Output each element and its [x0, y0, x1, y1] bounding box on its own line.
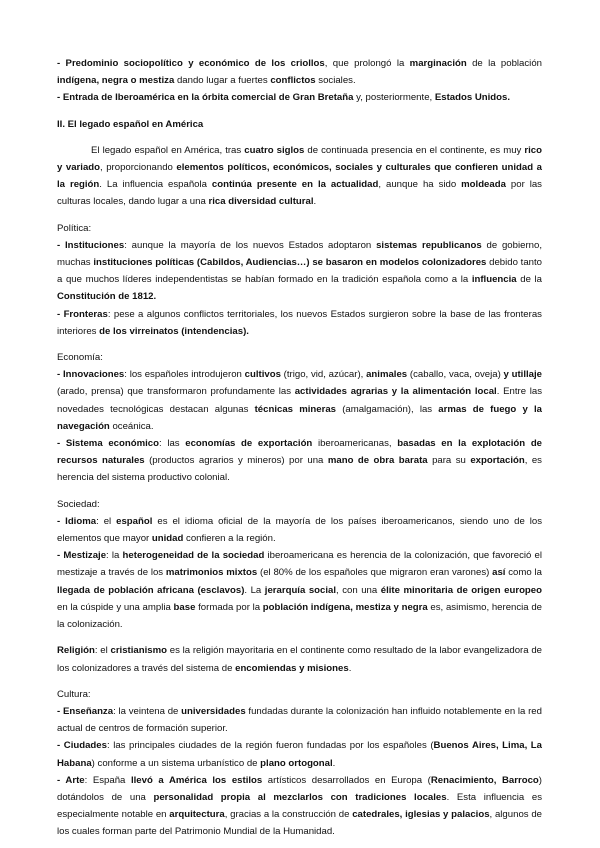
paragraph-iberoamerica	[57, 89, 542, 106]
text-run: : España	[84, 774, 131, 786]
bold-text-run: - Mestizaje	[57, 550, 107, 562]
text-run: y, posteriormente,	[353, 92, 435, 104]
bold-text-run: - Fronteras	[57, 308, 108, 320]
text-run: de la	[516, 274, 542, 286]
bold-text-run: - Enseñanza	[57, 705, 114, 717]
text-run: oceánica.	[109, 420, 154, 432]
bold-text-run: instituciones políticas (Cabildos, Audiencias…) se basaron en modelos colonizadores	[93, 257, 487, 269]
text-run: en la cúspide y una amplia	[57, 601, 174, 613]
bold-text-run: base	[173, 601, 196, 613]
bold-text-run: - Predominio sociopolítico y económico de los criollos	[57, 58, 325, 69]
bold-text-run: Renacimiento, Barroco	[430, 774, 539, 786]
bold-text-run: economías de exportación	[185, 438, 313, 450]
bold-text-run: - Idioma	[57, 515, 97, 527]
text-run: de continuada presencia en el continente, es muy	[304, 144, 525, 156]
text-run: dando lugar a fuertes	[174, 75, 271, 87]
bold-text-run: así	[492, 567, 506, 579]
bold-text-run: cultivos	[244, 369, 281, 381]
bold-text-run: arquitectura	[169, 809, 225, 821]
paragraph-idioma	[57, 513, 542, 547]
text-run: . La	[244, 584, 265, 596]
text-run: : los españoles introdujeron	[124, 369, 245, 381]
text-run: , aunque ha sido	[378, 179, 462, 191]
bold-text-run: universidades	[181, 705, 246, 717]
text-run: : pese a algunos conflictos territoriales, los nuevos Estados surgieron sobre la base de las fronteras interiores	[57, 308, 542, 337]
bold-text-run: rica diversidad cultural	[208, 196, 314, 208]
text-run: .	[332, 757, 336, 769]
bold-text-run: español	[116, 515, 153, 527]
text-run: fundadas durante la colonización han influido notablemente en la red actual de centros de formación superior.	[57, 705, 542, 735]
text-run: para su	[427, 455, 471, 467]
bold-text-run: técnicas mineras	[254, 403, 336, 415]
paragraph-ciudades	[57, 737, 542, 771]
paragraph-intro	[57, 142, 542, 211]
bold-text-run: elementos políticos, económicos, sociales y culturales que confieren unidad a la región	[57, 162, 542, 191]
text-run: (productos agrarios y mineros) por una	[144, 455, 328, 467]
text-run: ) dotándolos de una	[57, 774, 542, 803]
text-run: : las	[158, 438, 186, 450]
bold-text-run: - Innovaciones	[57, 369, 125, 381]
heading-cultura: Cultura:	[57, 688, 91, 700]
text-run: sociales.	[315, 75, 356, 87]
section-title: II. El legado español en América	[57, 118, 204, 130]
text-run: : aunque la mayoría de los nuevos Estados adoptaron	[124, 239, 377, 251]
bold-text-run: exportación	[470, 455, 525, 467]
text-run: : el	[94, 645, 111, 657]
bold-text-run: plano ortogonal	[260, 757, 333, 769]
text-run: , con una	[336, 584, 381, 596]
text-run: de gobierno, muchas	[57, 239, 542, 269]
text-run: (arado, prensa) que transformaron profundamente las	[57, 386, 295, 398]
bold-text-run: - Entrada de Iberoamérica en la órbita comercial de Gran Bretaña	[57, 92, 354, 104]
bold-text-run: basadas en la explotación de recursos naturales	[57, 438, 543, 467]
bold-text-run: cristianismo	[110, 645, 168, 657]
bold-text-run: armas de fuego y la navegación	[57, 403, 542, 432]
bold-text-run: encomiendas y misiones	[235, 662, 349, 674]
bold-text-run: mano de obra barata	[327, 455, 428, 467]
bold-text-run: Estados Unidos.	[434, 92, 511, 104]
bold-text-run: catedrales, iglesias y palacios	[352, 809, 490, 821]
paragraph-arte	[57, 772, 542, 841]
text-run: , que prolongó la	[324, 58, 410, 69]
bold-text-run: llevó a América los estilos	[130, 774, 263, 786]
text-run: (trigo, vid, azúcar),	[280, 369, 367, 381]
text-run: : la veintena de	[113, 705, 182, 717]
bold-text-run: población indígena, mestiza y negra	[262, 601, 428, 613]
text-run: artísticos desarrollados en Europa (	[262, 774, 431, 786]
bold-text-run: conflictos	[270, 75, 316, 87]
bold-text-run: de los virreinatos (intendencias).	[99, 325, 249, 337]
paragraph-fronteras	[57, 306, 542, 340]
bold-text-run: élite minoritaria de origen europeo	[380, 584, 542, 596]
bold-text-run: Buenos Aires, Lima, La Habana	[57, 740, 542, 769]
paragraph-innovaciones	[57, 366, 542, 435]
text-run: . Esta influencia es especialmente notable en	[57, 791, 542, 821]
text-run: es, asimismo, herencia de la colonización.	[57, 601, 543, 631]
bold-text-run: marginación	[409, 58, 467, 69]
text-run: : el	[96, 515, 117, 527]
bold-text-run: llegada de población africana (esclavos)	[57, 584, 245, 596]
document-page	[57, 55, 542, 841]
heading-politica: Política:	[57, 222, 92, 234]
bold-text-run: personalidad propia al mezclarlos con tradiciones locales	[153, 791, 447, 803]
text-run: , es herencia del sistema productivo colonial.	[57, 455, 542, 484]
text-run: (caballo, vaca, oveja)	[407, 369, 504, 381]
bold-text-run: - Sistema económico	[57, 438, 159, 450]
heading-sociedad: Sociedad:	[57, 498, 100, 510]
text-run: , proporcionando	[100, 162, 177, 174]
bold-text-run: indígena, negra o mestiza	[57, 75, 175, 87]
paragraph-ensenanza	[57, 703, 542, 737]
text-run: : las principales ciudades de la región fueron fundadas por los españoles (	[106, 740, 434, 752]
text-run: como la	[505, 567, 542, 579]
text-run: es el idioma oficial de la mayoría de los países iberoamericanos, siendo uno de los elementos que mayor	[57, 515, 542, 545]
bold-text-run: - Ciudades	[57, 740, 107, 752]
paragraph-religion	[57, 642, 542, 676]
text-run: confieren a la región.	[183, 533, 276, 545]
paragraph-instituciones	[57, 237, 542, 306]
bold-text-run: heterogeneidad de la sociedad	[122, 550, 265, 562]
text-run: . La influencia española	[99, 179, 212, 191]
bold-text-run: - Instituciones	[57, 239, 125, 251]
paragraph-mestizaje	[57, 547, 542, 633]
bold-text-run: jerarquía social	[264, 584, 337, 596]
text-run: .	[313, 196, 317, 208]
text-run: por las culturas locales, dando lugar a una	[57, 179, 542, 208]
text-run: .	[348, 662, 352, 674]
text-run: : la	[106, 550, 123, 562]
text-run: ) conforme a un sistema urbanístico de	[91, 757, 261, 769]
bold-text-run: continúa presente en la actualidad	[211, 179, 379, 191]
bold-text-run: y utillaje	[503, 369, 543, 381]
text-run: , algunos de los cuales forman parte del Patrimonio Mundial de la Humanidad.	[57, 809, 543, 838]
bold-text-run: Constitución de 1812.	[57, 291, 157, 303]
text-run: iberoamericana es herencia de la colonización, que favoreció el mestizaje a través de los	[57, 550, 542, 579]
bold-text-run: moldeada	[461, 179, 506, 191]
text-run: . Entre las novedades tecnológicas destacan algunas	[57, 386, 542, 415]
bold-text-run: - Arte	[57, 774, 85, 786]
text-run: (el 80% de los españoles que migraron eran varones)	[257, 567, 493, 579]
bold-text-run: Religión	[57, 645, 95, 657]
paragraph-criollos	[57, 55, 542, 89]
heading-economia: Economía:	[57, 352, 103, 364]
text-run: formada por la	[195, 601, 263, 613]
bold-text-run: rico y variado	[57, 144, 542, 174]
bold-text-run: matrimonios mixtos	[165, 567, 258, 579]
text-run: , gracias a la construcción de	[224, 809, 353, 821]
text-run: de la población	[466, 58, 542, 69]
text-run: El legado español en América, tras	[91, 144, 245, 156]
bold-text-run: actividades agrarias y la alimentación local	[294, 386, 497, 398]
text-run: iberoamericanas,	[312, 438, 398, 450]
bold-text-run: sistemas republicanos	[376, 239, 482, 251]
bold-text-run: unidad	[151, 533, 184, 545]
bold-text-run: animales	[366, 369, 408, 381]
text-run: debido tanto a que muchos líderes independentistas se habían formado en la tradición española como a la	[57, 257, 542, 286]
text-run: (amalgamación), las	[336, 403, 439, 415]
text-run: es la religión mayoritaria en el continente como resultado de la labor evangelizadora de los colonizadores a través del sistema de	[57, 645, 542, 674]
bold-text-run: cuatro siglos	[244, 144, 305, 156]
paragraph-sistema-economico	[57, 435, 542, 487]
bold-text-run: influencia	[471, 274, 517, 286]
